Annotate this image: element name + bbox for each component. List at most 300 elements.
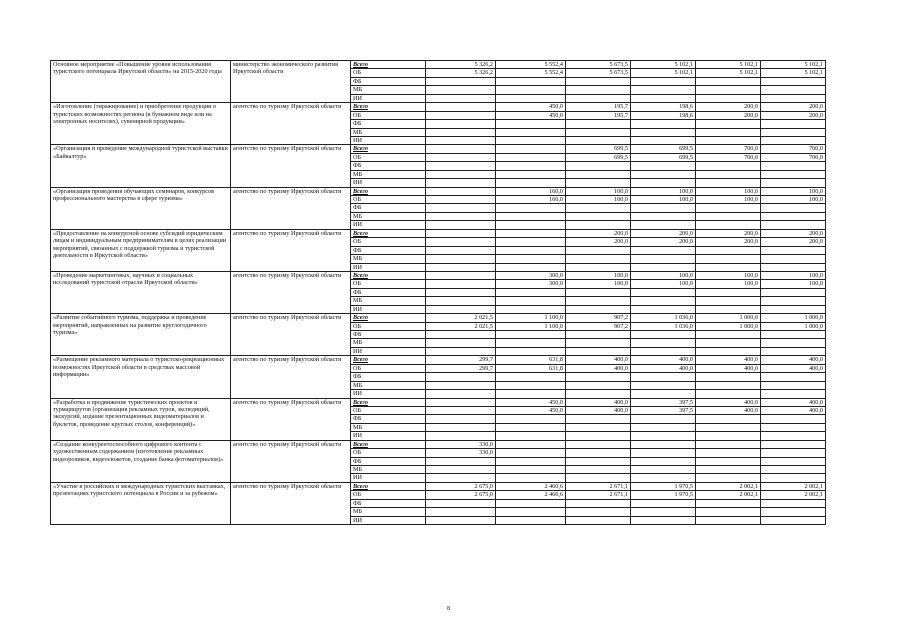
amount-cell (566, 221, 631, 229)
amount-cell (631, 204, 696, 212)
funding-source: МБ (351, 508, 426, 516)
amount-cell (761, 77, 826, 85)
amount-cell: 5 673,5 (566, 69, 631, 77)
amount-cell (566, 508, 631, 516)
amount-cell: 100,0 (631, 271, 696, 279)
funding-source: ОБ (351, 69, 426, 77)
amount-cell (496, 423, 566, 431)
amount-cell (631, 449, 696, 457)
amount-cell (566, 77, 631, 85)
funding-source: Всего (351, 61, 426, 69)
amount-cell: 160,0 (496, 196, 566, 204)
amount-cell (426, 204, 496, 212)
amount-cell (566, 263, 631, 271)
amount-cell: 397,5 (631, 398, 696, 406)
amount-cell (761, 170, 826, 178)
amount-cell (696, 77, 761, 85)
amount-cell: 400,0 (696, 406, 761, 414)
amount-cell (566, 423, 631, 431)
amount-cell: 700,0 (761, 145, 826, 153)
amount-cell: 299,7 (426, 356, 496, 364)
amount-cell (631, 128, 696, 136)
funding-source: Всего (351, 440, 426, 448)
activity-name: «Организация и проведение международной туристской выставки «Байкалтур» (51, 145, 231, 187)
amount-cell (426, 406, 496, 414)
amount-cell (496, 238, 566, 246)
amount-cell (426, 86, 496, 94)
amount-cell: 1 000,0 (761, 322, 826, 330)
funding-source: ФБ (351, 77, 426, 85)
amount-cell (696, 474, 761, 482)
amount-cell: 2 460,6 (496, 482, 566, 490)
funding-source: ФБ (351, 457, 426, 465)
amount-cell (761, 347, 826, 355)
amount-cell (696, 339, 761, 347)
funding-source: Всего (351, 482, 426, 490)
funding-source: ОБ (351, 280, 426, 288)
responsible-executor: агентство по туризму Иркутской области (231, 482, 351, 524)
amount-cell: 400,0 (631, 356, 696, 364)
amount-cell (631, 255, 696, 263)
amount-cell (496, 128, 566, 136)
amount-cell: 5 673,5 (566, 61, 631, 69)
amount-cell (426, 246, 496, 254)
amount-cell (566, 466, 631, 474)
funding-source: Всего (351, 398, 426, 406)
funding-source: ИИ (351, 305, 426, 313)
funding-source: Всего (351, 356, 426, 364)
funding-source: ОБ (351, 111, 426, 119)
amount-cell (631, 77, 696, 85)
responsible-executor: агентство по туризму Иркутской области (231, 398, 351, 440)
amount-cell (566, 415, 631, 423)
amount-cell (496, 221, 566, 229)
table-row (51, 356, 826, 364)
funding-source: ИИ (351, 516, 426, 524)
amount-cell (566, 128, 631, 136)
table-row (51, 271, 826, 279)
amount-cell (696, 162, 761, 170)
amount-cell (496, 246, 566, 254)
amount-cell (696, 415, 761, 423)
amount-cell (496, 449, 566, 457)
amount-cell: 100,0 (761, 271, 826, 279)
amount-cell (426, 94, 496, 102)
amount-cell (631, 94, 696, 102)
amount-cell (426, 305, 496, 313)
responsible-executor: агентство по туризму Иркутской области (231, 103, 351, 145)
funding-source: ОБ (351, 238, 426, 246)
amount-cell: 1 000,0 (761, 314, 826, 322)
amount-cell (761, 466, 826, 474)
amount-cell (631, 263, 696, 271)
table-row (51, 61, 826, 69)
amount-cell: 100,0 (761, 187, 826, 195)
amount-cell (566, 381, 631, 389)
amount-cell (426, 136, 496, 144)
table-row (51, 187, 826, 195)
amount-cell (566, 449, 631, 457)
amount-cell (631, 508, 696, 516)
activity-name: «Организация проведения обучающих семинаров, конкурсов профессионального мастерства в сфере туризма» (51, 187, 231, 229)
activity-name: «Проведение маркетинговых, научных и социальных исследований туристской отрасли Иркутской области» (51, 271, 231, 313)
amount-cell (566, 120, 631, 128)
amount-cell (496, 153, 566, 161)
amount-cell: 200,0 (696, 111, 761, 119)
amount-cell (426, 153, 496, 161)
amount-cell: 5 326,2 (426, 61, 496, 69)
amount-cell: 907,2 (566, 322, 631, 330)
amount-cell (761, 221, 826, 229)
amount-cell: 450,0 (496, 406, 566, 414)
funding-source: ИИ (351, 474, 426, 482)
amount-cell (426, 331, 496, 339)
amount-cell (426, 516, 496, 524)
table-row (51, 398, 826, 406)
amount-cell (761, 128, 826, 136)
amount-cell: 200,0 (696, 229, 761, 237)
amount-cell (631, 415, 696, 423)
amount-cell (426, 128, 496, 136)
responsible-executor: агентство по туризму Иркутской области (231, 145, 351, 187)
amount-cell (426, 255, 496, 263)
amount-cell: 2 675,0 (426, 491, 496, 499)
amount-cell (496, 415, 566, 423)
amount-cell: 299,7 (426, 364, 496, 372)
amount-cell: 450,0 (496, 103, 566, 111)
funding-source: ФБ (351, 162, 426, 170)
amount-cell: 100,0 (631, 196, 696, 204)
activity-name: «Изготовление (тиражирование) и приобретение продукции о туристских возможностях региона (в бумажном виде или на электронных носителях), сувенирной продукции» (51, 103, 231, 145)
funding-source: Всего (351, 103, 426, 111)
amount-cell: 200,0 (566, 238, 631, 246)
amount-cell (631, 440, 696, 448)
responsible-executor: агентство по туризму Иркутской области (231, 356, 351, 398)
amount-cell (426, 179, 496, 187)
amount-cell (761, 305, 826, 313)
funding-source: ФБ (351, 120, 426, 128)
amount-cell: 200,0 (761, 229, 826, 237)
amount-cell (761, 423, 826, 431)
amount-cell (426, 398, 496, 406)
amount-cell (761, 474, 826, 482)
amount-cell: 330,0 (426, 440, 496, 448)
amount-cell (696, 136, 761, 144)
amount-cell (496, 373, 566, 381)
amount-cell: 1 970,5 (631, 482, 696, 490)
amount-cell (426, 238, 496, 246)
amount-cell (566, 457, 631, 465)
amount-cell (761, 457, 826, 465)
amount-cell (426, 170, 496, 178)
amount-cell: 631,8 (496, 356, 566, 364)
amount-cell (426, 229, 496, 237)
amount-cell (761, 255, 826, 263)
funding-source: ОБ (351, 406, 426, 414)
amount-cell (761, 381, 826, 389)
funding-source: МБ (351, 339, 426, 347)
amount-cell (631, 86, 696, 94)
funding-source: ФБ (351, 288, 426, 296)
amount-cell (761, 136, 826, 144)
amount-cell (426, 103, 496, 111)
amount-cell (761, 162, 826, 170)
amount-cell (696, 331, 761, 339)
amount-cell (496, 229, 566, 237)
amount-cell (696, 212, 761, 220)
amount-cell (496, 390, 566, 398)
amount-cell (566, 390, 631, 398)
amount-cell (496, 339, 566, 347)
amount-cell: 200,0 (696, 103, 761, 111)
amount-cell: 400,0 (566, 356, 631, 364)
activity-name: «Разработка и продвижение туристических проектов и турмаршрутов (организация рекламных туров, экспедиций, экскурсий, издание презентационных видеоматериалов и буклетов, проведение круглых столов, конференций)» (51, 398, 231, 440)
amount-cell (566, 86, 631, 94)
amount-cell: 400,0 (761, 398, 826, 406)
amount-cell (566, 432, 631, 440)
amount-cell (426, 423, 496, 431)
amount-cell (566, 170, 631, 178)
amount-cell: 400,0 (631, 364, 696, 372)
table-row (51, 482, 826, 490)
amount-cell (496, 145, 566, 153)
activity-name: «Развитие событийного туризма, поддержка и проведение мероприятий, направленных на развитие круглогодичного туризма» (51, 314, 231, 356)
amount-cell (426, 288, 496, 296)
amount-cell: 100,0 (696, 271, 761, 279)
amount-cell (696, 305, 761, 313)
funding-source: ФБ (351, 331, 426, 339)
amount-cell (496, 162, 566, 170)
amount-cell (496, 466, 566, 474)
amount-cell (631, 466, 696, 474)
amount-cell (696, 246, 761, 254)
amount-cell: 5 552,4 (496, 69, 566, 77)
amount-cell (496, 77, 566, 85)
amount-cell: 400,0 (696, 398, 761, 406)
amount-cell: 400,0 (566, 364, 631, 372)
funding-source: Всего (351, 187, 426, 195)
amount-cell (631, 120, 696, 128)
funding-source: ОБ (351, 196, 426, 204)
amount-cell (426, 457, 496, 465)
amount-cell: 198,6 (631, 103, 696, 111)
amount-cell: 100,0 (566, 271, 631, 279)
amount-cell: 5 552,4 (496, 61, 566, 69)
amount-cell: 1 036,0 (631, 314, 696, 322)
funding-source: ИИ (351, 136, 426, 144)
amount-cell (761, 440, 826, 448)
funding-source: ФБ (351, 499, 426, 507)
amount-cell (496, 179, 566, 187)
amount-cell (631, 423, 696, 431)
amount-cell (426, 297, 496, 305)
funding-source: ОБ (351, 322, 426, 330)
amount-cell (696, 390, 761, 398)
funding-source: ИИ (351, 390, 426, 398)
amount-cell: 198,6 (631, 111, 696, 119)
responsible-executor: агентство по туризму Иркутской области (231, 229, 351, 271)
amount-cell (761, 373, 826, 381)
amount-cell (761, 339, 826, 347)
funding-source: ИИ (351, 432, 426, 440)
amount-cell (761, 86, 826, 94)
amount-cell: 2 671,1 (566, 491, 631, 499)
amount-cell (631, 221, 696, 229)
amount-cell: 1 036,0 (631, 322, 696, 330)
amount-cell: 700,0 (761, 153, 826, 161)
amount-cell: 5 102,1 (631, 61, 696, 69)
funding-source: ФБ (351, 204, 426, 212)
funding-source: ОБ (351, 449, 426, 457)
amount-cell (631, 339, 696, 347)
amount-cell (631, 331, 696, 339)
amount-cell: 1 100,0 (496, 322, 566, 330)
amount-cell: 100,0 (761, 196, 826, 204)
funding-source: ФБ (351, 246, 426, 254)
funding-source: МБ (351, 212, 426, 220)
amount-cell (566, 440, 631, 448)
amount-cell: 450,0 (496, 398, 566, 406)
amount-cell (426, 77, 496, 85)
amount-cell (496, 347, 566, 355)
amount-cell (761, 390, 826, 398)
amount-cell: 5 326,2 (426, 69, 496, 77)
amount-cell (496, 212, 566, 220)
amount-cell (426, 221, 496, 229)
amount-cell (631, 212, 696, 220)
amount-cell: 100,0 (631, 187, 696, 195)
amount-cell (761, 499, 826, 507)
amount-cell: 100,0 (566, 187, 631, 195)
amount-cell (631, 288, 696, 296)
amount-cell (426, 145, 496, 153)
amount-cell: 100,0 (696, 187, 761, 195)
amount-cell: 2 675,0 (426, 482, 496, 490)
amount-cell (696, 94, 761, 102)
activity-name: «Предоставление на конкурсной основе субсидий юридическим лицам и индивидуальным предпринимателям в целях реализации мероприятий, связанных с поддержкой туризма и туристской деятельности в Иркутской области» (51, 229, 231, 271)
amount-cell (426, 499, 496, 507)
amount-cell (696, 440, 761, 448)
amount-cell (696, 255, 761, 263)
amount-cell (426, 187, 496, 195)
amount-cell: 100,0 (566, 280, 631, 288)
amount-cell (566, 339, 631, 347)
amount-cell (696, 499, 761, 507)
amount-cell (631, 499, 696, 507)
amount-cell (566, 347, 631, 355)
amount-cell: 400,0 (761, 356, 826, 364)
funding-source: МБ (351, 86, 426, 94)
amount-cell (631, 432, 696, 440)
amount-cell (696, 288, 761, 296)
funding-source: ИИ (351, 347, 426, 355)
amount-cell (426, 373, 496, 381)
amount-cell (566, 255, 631, 263)
amount-cell (426, 263, 496, 271)
amount-cell: 400,0 (566, 406, 631, 414)
funding-source: МБ (351, 255, 426, 263)
amount-cell (696, 86, 761, 94)
amount-cell: 699,5 (631, 153, 696, 161)
amount-cell: 2 002,1 (696, 491, 761, 499)
funding-source: Всего (351, 271, 426, 279)
amount-cell: 2 021,5 (426, 322, 496, 330)
amount-cell (496, 331, 566, 339)
amount-cell (631, 136, 696, 144)
amount-cell (426, 111, 496, 119)
amount-cell (696, 516, 761, 524)
amount-cell (566, 246, 631, 254)
amount-cell (761, 179, 826, 187)
amount-cell: 700,0 (696, 145, 761, 153)
amount-cell (496, 305, 566, 313)
funding-source: МБ (351, 128, 426, 136)
amount-cell: 2 002,1 (761, 482, 826, 490)
funding-source: ОБ (351, 153, 426, 161)
amount-cell (426, 162, 496, 170)
amount-cell: 200,0 (631, 229, 696, 237)
amount-cell (631, 474, 696, 482)
amount-cell (496, 170, 566, 178)
funding-source: ИИ (351, 263, 426, 271)
amount-cell (631, 373, 696, 381)
amount-cell: 200,0 (761, 238, 826, 246)
amount-cell (631, 457, 696, 465)
activity-name: «Размещение рекламного материала о туристско-рекреационных возможностях Иркутской области в средствах массовой информации» (51, 356, 231, 398)
amount-cell: 700,0 (696, 153, 761, 161)
amount-cell (761, 94, 826, 102)
table-body (51, 61, 826, 525)
amount-cell (566, 516, 631, 524)
amount-cell: 631,8 (496, 364, 566, 372)
amount-cell: 195,7 (566, 103, 631, 111)
responsible-executor: агентство по туризму Иркутской области (231, 440, 351, 482)
amount-cell (761, 449, 826, 457)
amount-cell (566, 331, 631, 339)
table-row (51, 229, 826, 237)
responsible-executor: агентство по туризму Иркутской области (231, 314, 351, 356)
amount-cell (696, 347, 761, 355)
page-number: 8 (447, 606, 450, 612)
amount-cell (426, 280, 496, 288)
amount-cell (426, 339, 496, 347)
activity-name: Основное мероприятие «Повышение уровня использования туристского потенциала Иркутской области» на 2015-2020 годы (51, 61, 231, 103)
amount-cell: 200,0 (696, 238, 761, 246)
amount-cell: 2 460,6 (496, 491, 566, 499)
amount-cell (426, 390, 496, 398)
amount-cell: 5 102,1 (761, 69, 826, 77)
amount-cell: 200,0 (631, 238, 696, 246)
amount-cell (426, 271, 496, 279)
amount-cell (761, 297, 826, 305)
amount-cell: 699,5 (566, 145, 631, 153)
amount-cell (696, 297, 761, 305)
amount-cell: 699,5 (566, 153, 631, 161)
amount-cell (426, 196, 496, 204)
amount-cell: 907,2 (566, 314, 631, 322)
amount-cell (426, 508, 496, 516)
table-row (51, 440, 826, 448)
amount-cell: 699,5 (631, 145, 696, 153)
amount-cell: 5 102,1 (696, 61, 761, 69)
amount-cell (696, 204, 761, 212)
amount-cell (496, 120, 566, 128)
amount-cell: 5 102,1 (696, 69, 761, 77)
amount-cell: 5 102,1 (761, 61, 826, 69)
amount-cell (696, 128, 761, 136)
amount-cell: 1 000,0 (696, 322, 761, 330)
amount-cell (696, 381, 761, 389)
